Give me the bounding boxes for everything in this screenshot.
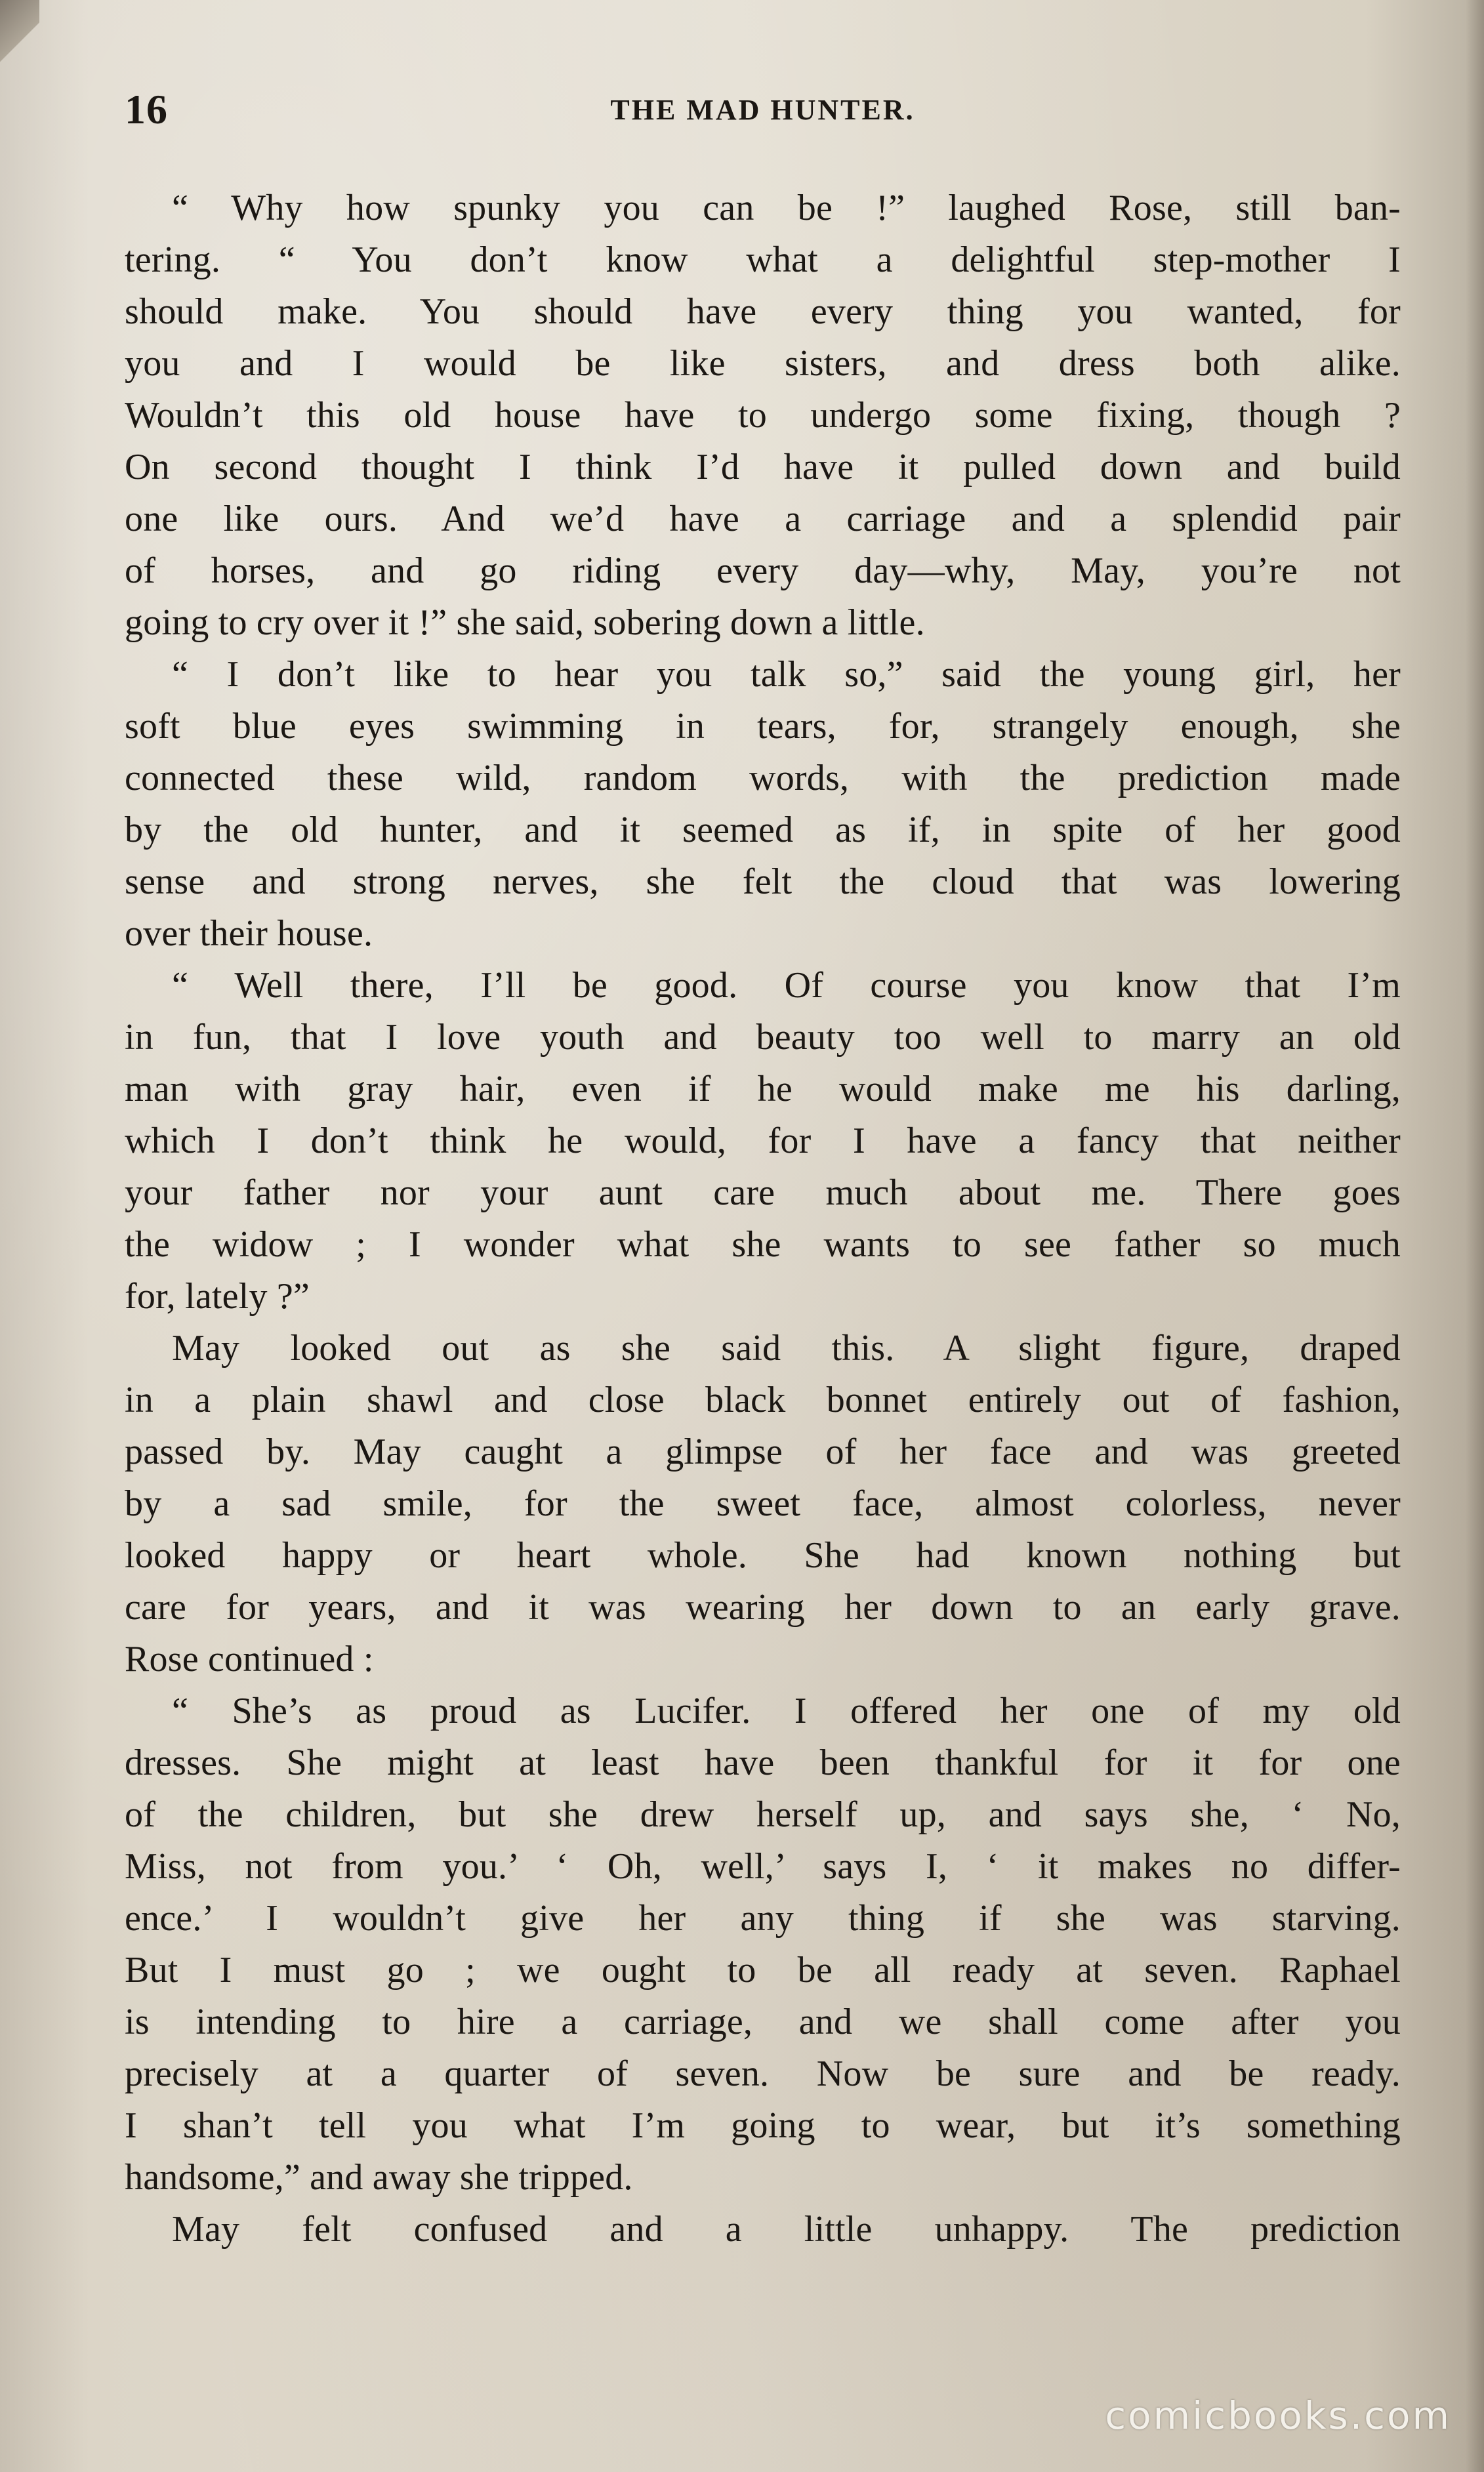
text-line: of the children, but she drew herself up, and says she, ‘ No, [125, 1794, 1401, 1835]
text-line: one like ours. And we’d have a carriage and a splendid pair [125, 499, 1401, 539]
text-line: Wouldn’t this old house have to undergo some fixing, though ? [125, 395, 1401, 436]
text-line: Rose continued : [125, 1639, 374, 1679]
text-line: tering. “ You don’t know what a delightful step-mother I [125, 239, 1401, 280]
text-line: “ I don’t like to hear you talk so,” said the young girl, her [172, 654, 1401, 695]
text-line: But I must go ; we ought to be all ready at seven. Raphael [125, 1950, 1401, 1990]
watermark: comicbooks.com [1105, 2393, 1451, 2438]
text-line: should make. You should have every thing you wanted, for [125, 291, 1401, 332]
text-line: handsome,” and away she tripped. [125, 2157, 633, 2198]
text-line: of horses, and go riding every day—why, May, you’re not [125, 550, 1401, 591]
text-line: for, lately ?” [125, 1276, 310, 1317]
text-line: Miss, not from you.’ ‘ Oh, well,’ says I, ‘ it makes no differ- [125, 1846, 1401, 1887]
text-line: sense and strong nerves, she felt the cloud that was lowering [125, 861, 1401, 902]
body-text [125, 182, 1401, 2256]
text-line: is intending to hire a carriage, and we shall come after you [125, 2002, 1401, 2042]
text-line: you and I would be like sisters, and dress both alike. [125, 343, 1401, 384]
page-number: 16 [125, 86, 168, 133]
text-line: “ She’s as proud as Lucifer. I offered her one of my old [172, 1691, 1401, 1731]
text-line: looked happy or heart whole. She had known nothing but [125, 1535, 1401, 1576]
text-line: going to cry over it !” she said, sobering down a little. [125, 602, 925, 643]
text-line: dresses. She might at least have been thankful for it for one [125, 1742, 1401, 1783]
text-line: which I don’t think he would, for I have a fancy that neither [125, 1121, 1401, 1161]
page-edge-shadow [1466, 0, 1484, 2472]
text-line: by a sad smile, for the sweet face, almost colorless, never [125, 1483, 1401, 1524]
page-corner-fold [0, 0, 39, 72]
text-line: care for years, and it was wearing her down to an early grave. [125, 1587, 1401, 1628]
text-line: soft blue eyes swimming in tears, for, strangely enough, she [125, 706, 1401, 747]
text-line: ence.’ I wouldn’t give her any thing if she was starving. [125, 1898, 1401, 1939]
text-line: “ Well there, I’ll be good. Of course you know that I’m [172, 965, 1401, 1006]
text-line: in fun, that I love youth and beauty too well to marry an old [125, 1017, 1401, 1058]
text-line: connected these wild, random words, with the prediction made [125, 758, 1401, 798]
text-line: precisely at a quarter of seven. Now be sure and be ready. [125, 2053, 1401, 2094]
running-title: THE MAD HUNTER. [610, 94, 915, 126]
text-line: man with gray hair, even if he would make me his darling, [125, 1069, 1401, 1109]
text-line: May felt confused and a little unhappy. The prediction [172, 2209, 1401, 2250]
text-line: over their house. [125, 913, 373, 954]
text-line: On second thought I think I’d have it pulled down and build [125, 447, 1401, 487]
text-line: in a plain shawl and close black bonnet entirely out of fashion, [125, 1380, 1401, 1420]
page-header [125, 79, 1401, 138]
text-line: by the old hunter, and it seemed as if, in spite of her good [125, 810, 1401, 850]
text-line: I shan’t tell you what I’m going to wear, but it’s something [125, 2105, 1401, 2146]
text-line: your father nor your aunt care much about me. There goes [125, 1172, 1401, 1213]
text-line: “ Why how spunky you can be !” laughed Rose, still ban- [172, 188, 1401, 228]
text-line: May looked out as she said this. A slight figure, draped [172, 1328, 1401, 1369]
text-line: the widow ; I wonder what she wants to see father so much [125, 1224, 1401, 1265]
text-line: passed by. May caught a glimpse of her face and was greeted [125, 1432, 1401, 1472]
